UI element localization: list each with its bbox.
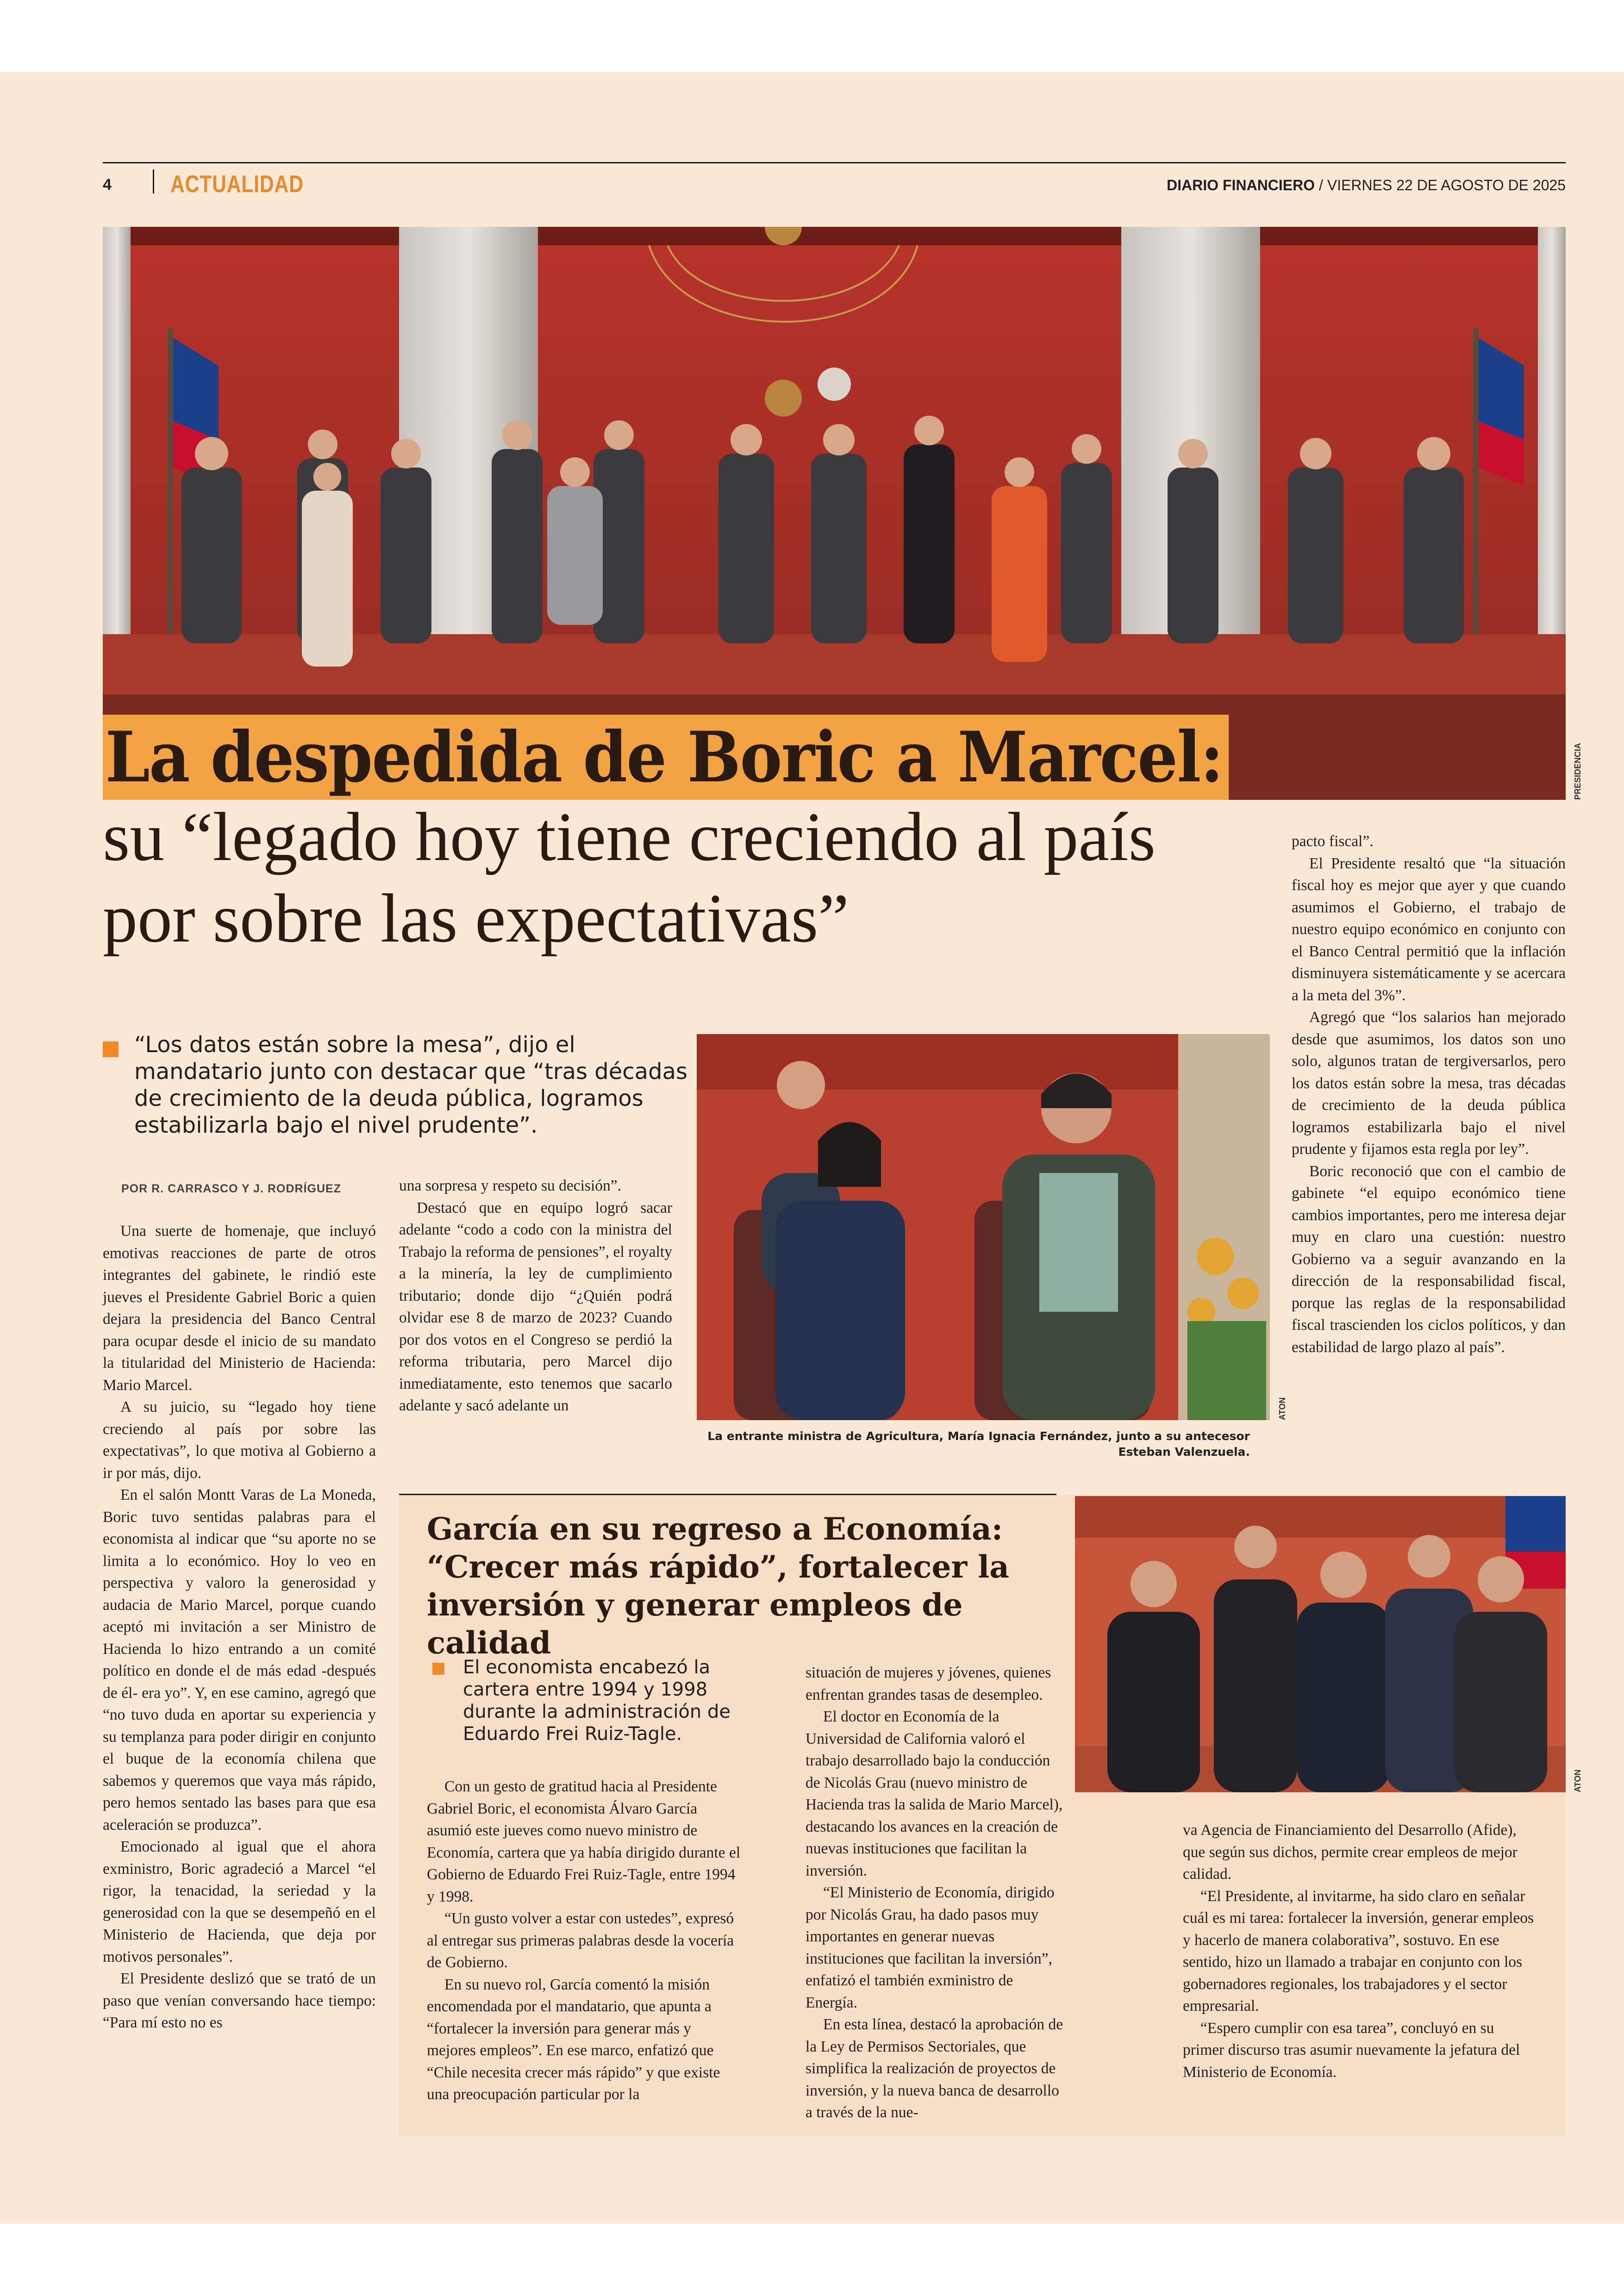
paragraph: situación de mujeres y jóvenes, quienes enfrentan grandes tasas de desempleo.: [806, 1664, 1051, 1703]
ministers-seated-photo: [697, 1034, 1270, 1420]
paragraph: A su juicio, su “legado hoy tiene creciendo al país por sobre las expectativas”, lo que motiva al Gobierno a ir por más, dijo.: [103, 1398, 376, 1482]
main-photo-credit: PRESIDENCIA: [1573, 742, 1582, 800]
byline: POR R. CARRASCO Y J. RODRÍGUEZ: [121, 1182, 341, 1195]
paragraph: “El Presidente, al invitarme, ha sido claro en señalar cuál es mi tarea: fortalecer la inversión, generar empleos y hacerlo de manera colaborativa”, sostuvo. En ese sentido, hizo un llamado a trabajar en conjunto con los gobernadores regionales, los trabajadores y el sector empresarial.: [1183, 1887, 1534, 2014]
paragraph: va Agencia de Financiamiento del Desarrollo (Afide), que según sus dichos, permite crear empleos de mejor calidad.: [1183, 1821, 1518, 1883]
paragraph: Emocionado al igual que el ahora exministro, Boric agradeció a Marcel “el rigor, la tenacidad, la seriedad y la generosidad con la que se desempeñó en el Ministerio de Hacienda, que deja por motivos personales”.: [103, 1838, 376, 1965]
header-rule: [103, 162, 1566, 163]
paragraph: pacto fiscal”.: [1292, 833, 1374, 850]
sidebar-column-3: [1183, 1819, 1535, 2083]
main-photo: [103, 227, 1566, 800]
lead-text: “Los datos están sobre la mesa”, dijo el mandatario junto con destacar que “tras décadas de crecimiento de la deuda pública, logramos estabilizarla bajo el nivel prudente”.: [134, 1032, 687, 1138]
cabinet-group-photo: [103, 227, 1566, 800]
masthead-line: [1167, 177, 1566, 194]
paragraph: En el salón Montt Varas de La Moneda, Boric tuvo sentidas palabras para el economista al indicar que “su aporte no se limita a lo económico. Hoy lo veo en perspectiva y valoro la generosidad y audacia de Mario Marcel, porque cuando aceptó mi invitación a ser Ministro de Hacienda lo hizo entrando a un comité político en donde el de más edad -después de él- era yo”. Y, en ese camino, agregó que “no tuvo duda en aportar su experiencia y su templanza para poder dirigir en conjunto el buque de la economía chilena que sabemos y queremos que vaya más rápido, pero hemos sentado las bases para que esa aceleración se produzca”.: [103, 1486, 376, 1834]
headline-highlight: La despedida de Boric a Marcel:: [103, 715, 1229, 800]
sidebar-column-1: [427, 1776, 742, 2106]
sidebar-photo-credit: ATON: [1573, 1769, 1582, 1792]
paragraph: Boric reconoció que con el cambio de gabinete “el equipo económico tiene cambios importantes, pero me interesa dejar muy en claro una cuestión: nuestro Gobierno va a seguir avanzando en la dirección de la responsabilidad fiscal, porque las reglas de la responsabilidad fiscal trascienden los ciclos políticos, y dan estabilidad de largo plazo al país”.: [1292, 1162, 1566, 1356]
headline-subtitle: su “legado hoy tiene creciendo al país por sobre las expectativas”: [103, 798, 1156, 957]
paragraph: “Un gusto volver a estar con ustedes”, expresó al entregar sus primeras palabras desde la vocería de Gobierno.: [427, 1910, 734, 1971]
paragraph: Destacó que en equipo logró sacar adelante “codo a codo con la ministra del Trabajo la reforma de pensiones”, el royalty a la minería, la ley de cumplimiento tributario; donde dijo “¿Quién podrá olvidar ese 8 de marzo de 2023? Cuando por dos votos en el Congreso se perdió la reforma tributaria, pero Marcel dijo inmediatamente, esto tenemos que sacarlo adelante y sacó adelante un: [399, 1199, 672, 1414]
paragraph: Agregó que “los salarios han mejorado desde que asumimos, los datos son uno solo, algunos tratan de tergiversarlos, pero los datos están sobre la mesa, tras décadas de crecimiento de la deuda pública logramos estabilizarla bajo el nivel prudente y fijamos esta regla por ley”.: [1292, 1009, 1566, 1158]
sidebar-title: García en su regreso a Economía: “Crecer más rápido”, fortalecer la inversión y generar empleos de calidad: [427, 1511, 1010, 1661]
paragraph: Con un gesto de gratitud hacia al Presidente Gabriel Boric, el economista Álvaro García asumió este jueves como nuevo ministro de Economía, cartera que ya había dirigido durante el Gobierno de Eduardo Frei Ruiz-Tagle, entre 1994 y 1998.: [427, 1778, 741, 1905]
publication-name: DIARIO FINANCIERO: [1167, 177, 1315, 193]
article-column-1: [103, 1220, 376, 2034]
sidebar-top-rule: [399, 1494, 1056, 1495]
inset-photo-credit: ATON: [1278, 1397, 1287, 1420]
paragraph: El Presidente deslizó que se trató de un paso que venían conversando hace tiempo: “Para mí esto no es: [103, 1970, 376, 2031]
inset-photo: [697, 1034, 1270, 1420]
inset-photo-caption: La entrante ministra de Agricultura, María Ignacia Fernández, junto a su antecesor Esteban Valenzuela.: [707, 1429, 1250, 1459]
paragraph: “Espero cumplir con esa tarea”, concluyó en su primer discurso tras asumir nuevamente la jefatura del Ministerio de Economía.: [1183, 2019, 1520, 2081]
section-label: ACTUALIDAD: [170, 171, 304, 198]
sidebar-column-2: [806, 1662, 1065, 2124]
lead-bullet: [103, 1041, 119, 1057]
page-number: 4: [103, 176, 112, 193]
issue-date: / VIERNES 22 DE AGOSTO DE 2025: [1319, 177, 1566, 193]
paragraph: El doctor en Economía de la Universidad de California valoró el trabajo desarrollado bajo la conducción de Nicolás Grau (nuevo ministro de Hacienda tras la salida de Mario Marcel), destacando los avances en la creación de nuevas instituciones que facilitan la inversión.: [806, 1708, 1063, 1879]
sidebar-lead-text: El economista encabezó la cartera entre 1994 y 1998 durante la administración de Eduardo Frei Ruiz-Tagle.: [463, 1657, 731, 1745]
lead-block: [103, 1031, 705, 1139]
sidebar-lead-block: [432, 1656, 766, 1745]
paragraph: Una suerte de homenaje, que incluyó emotivas reacciones de parte de otros integrantes del gabinete, le rindió este jueves el Presidente Gabriel Boric a quien dejara la presidencia del Banco Central para ocupar desde el inicio de su mandato la titularidad del Ministerio de Hacienda: Mario Marcel.: [103, 1222, 376, 1394]
paragraph: “El Ministerio de Economía, dirigido por Nicolás Grau, ha dado pasos muy importantes en generar nuevas instituciones que facilitan la inversión”, enfatizó el también exministro de Energía.: [806, 1884, 1055, 2011]
sidebar-lead-bullet: [432, 1663, 444, 1675]
paragraph: una sorpresa y respeto su decisión”.: [399, 1177, 622, 1194]
paragraph: En su nuevo rol, García comentó la misión encomendada por el mandatario, que apunta a “fortalecer la inversión para generar más y mejores empleos”. En ese marco, enfatizó que “Chile necesita crecer más rápido” y que existe una preocupación particular por la: [427, 1976, 720, 2103]
sidebar-photo: [1075, 1496, 1566, 1792]
article-column-2: [399, 1175, 672, 1417]
header-divider: [153, 169, 154, 193]
paragraph: En esta línea, destacó la aprobación de la Ley de Permisos Sectoriales, que simplifica la realización de proyectos de inversión, y la nueva banca de desarrollo a través de la nue-: [806, 2016, 1063, 2121]
article-column-4: [1292, 830, 1566, 1358]
paragraph: El Presidente resaltó que “la situación fiscal hoy es mejor que ayer y que cuando asumimos el Gobierno, el trabajo de nuestro equipo económico en conjunto con el Banco Central permitió que la inflación disminuyera sistemáticamente y se acercara a la meta del 3%”.: [1292, 854, 1566, 1004]
garcia-group-photo: [1075, 1496, 1566, 1792]
